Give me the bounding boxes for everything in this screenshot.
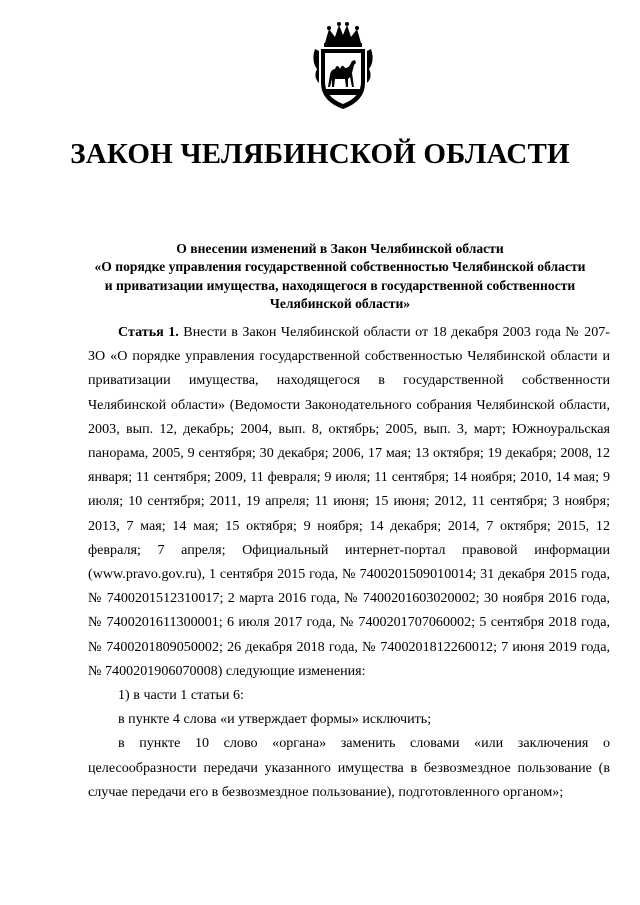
article-1-intro-text: Внести в Закон Челябинской области от 18 декабря 2003 года № 207-ЗО «О порядке управления государственной собственностью Челябинской области и приватизации имущества, находящегося в государственной собственности Челябинской области» (Ведомости Законодательного собрания Челябинской области, 2003, вып. 12, декабрь; 2004, вып. 8, октябрь; 2005, вып. 3, март; Южноуральская панорама, 2005, 9 сентября; 30 декабря; 2006, 17 мая; 13 октября; 19 декабря; 2008, 12 января; 11 сентября; 2009, 11 февраля; 9 июля; 11 сентября; 14 ноября; 2010, 14 мая; 9 июля; 10 сентября; 2011, 19 апреля; 11 июня; 15 июня; 2012, 11 сентября; 3 ноября; 2013, 7 мая; 14 мая; 15 октября; 9 ноября; 14 декабря; 2014, 7 октября; 2015, 12 февраля; 7 апреля; Официальный интернет-портал правовой информации (www.pravo.gov.ru), 1 сентября 2015 года, № 7400201509010014; 31 декабря 2015 года, № 7400201512310017; 2 марта 2016 года, № 7400201603020002; 30 ноября 2016 года, № 7400201611300001; 6 июля 2017 года, № 7400201707060002; 5 сентября 2018 года, № 7400201809050002; 26 декабря 2018 года, № 7400201812260012; 7 июня 2019 года, № 7400201906070008) следующие изменения: [88,324,610,679]
subtitle-line: и приватизации имущества, находящегося в государственной собственности [104,277,576,293]
amendment-subitem: в пункте 10 слово «органа» заменить словами «или заключения о целесообразности передачи указанного имущества в безвозмездное пользование (в случае передачи его в безвозмездное пользование), подготовленного органом»; [88,735,610,800]
amendment-item: 1) в части 1 статьи 6: [118,687,244,704]
chelyabinsk-coat-of-arms-icon [311,21,375,111]
article-label: Статья 1. [118,324,179,340]
article-1-intro-paragraph [88,320,610,683]
law-body [88,320,610,804]
subtitle-line: «О порядке управления государственной собственностью Челябинской области [94,259,586,275]
subtitle-line: О внесении изменений в Закон Челябинской области [176,241,504,256]
subtitle-line: Челябинской области» [269,295,411,311]
law-subtitle [60,240,620,313]
amendment-subitem: в пункте 4 слова «и утверждает формы» исключить; [118,711,432,728]
law-title: ЗАКОН ЧЕЛЯБИНСКОЙ ОБЛАСТИ [70,138,570,170]
